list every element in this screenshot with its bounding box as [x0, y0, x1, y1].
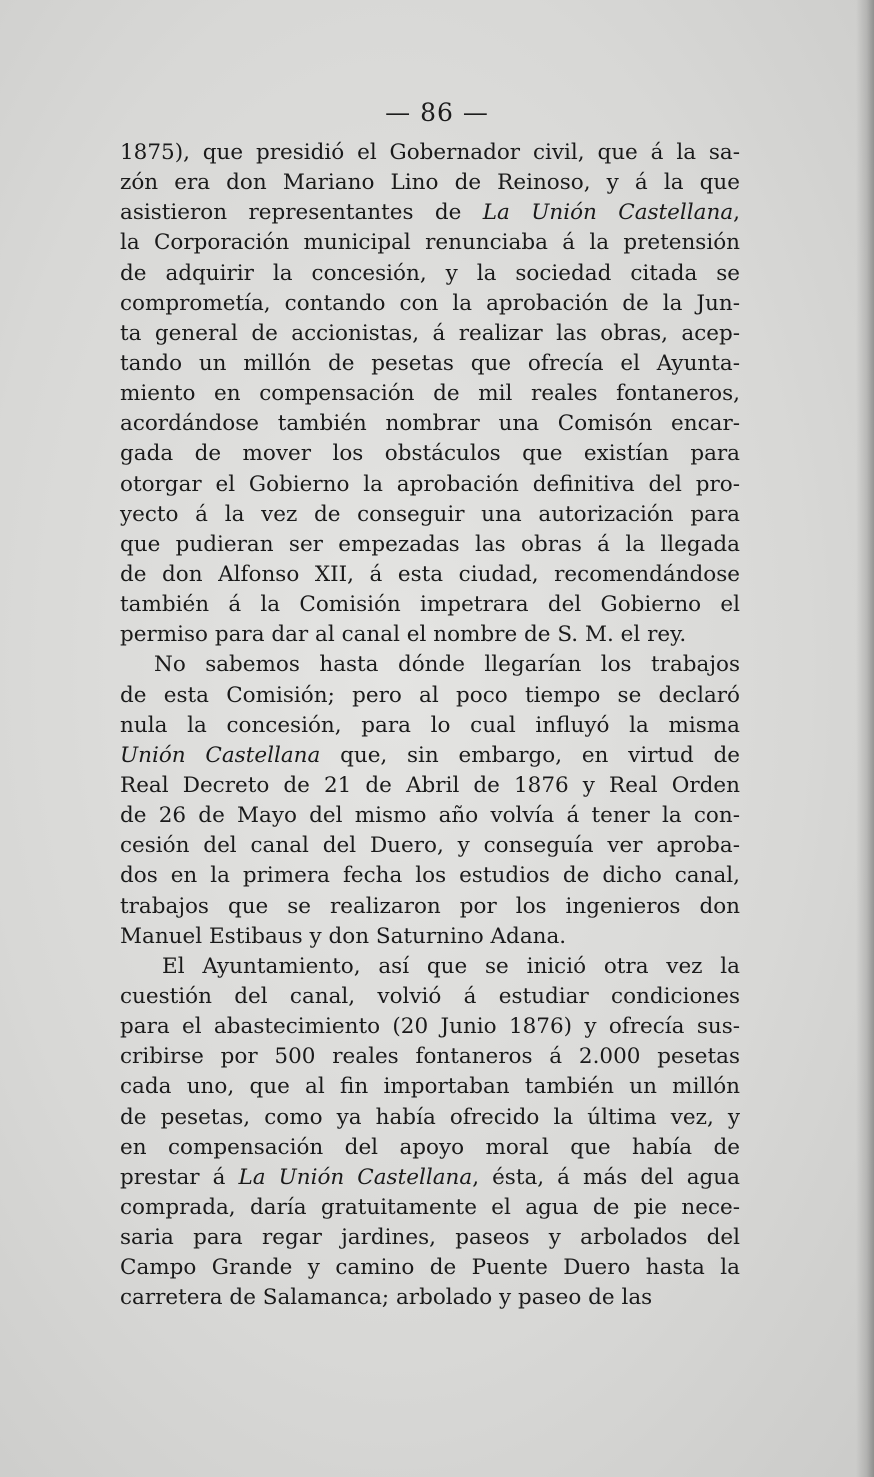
text-line [120, 831, 740, 861]
text-line [120, 590, 740, 620]
italic-text: Unión Castellana [120, 742, 321, 768]
text-segment: comprada, daría gratuitamente el agua de pie nece- [120, 1194, 740, 1220]
text-line [120, 952, 740, 982]
text-line [120, 1163, 740, 1193]
text-line [120, 349, 740, 379]
text-line [120, 801, 740, 831]
text-line [120, 620, 740, 650]
text-segment: cuestión del canal, volvió á estudiar condiciones [120, 983, 740, 1009]
text-line [120, 1223, 740, 1253]
text-segment: dos en la primera fecha los estudios de dicho canal, [120, 863, 740, 889]
text-segment: de don Alfonso XII, á esta ciudad, recomendándose [120, 561, 740, 587]
text-line [120, 650, 740, 680]
text-segment: de pesetas, como ya había ofrecido la última vez, y [120, 1104, 740, 1130]
text-line [120, 1042, 740, 1072]
text-segment: en compensación del apoyo moral que había de [120, 1134, 740, 1160]
body-text [120, 138, 740, 1313]
italic-text: La Unión Castellana [482, 200, 734, 226]
text-line [120, 1193, 740, 1223]
text-line [120, 1012, 740, 1042]
text-line [120, 198, 740, 228]
text-line [120, 319, 740, 349]
text-segment: también á la Comisión impetrara del Gobierno el [120, 592, 740, 618]
text-segment: tando un millón de pesetas que ofrecía el Ayunta- [120, 350, 740, 376]
text-segment: , [733, 200, 740, 226]
page-number: — 86 — [385, 98, 489, 127]
text-segment: saria para regar jardines, paseos y arbolados del [120, 1225, 740, 1251]
text-segment: cada uno, que al fin importaban también un millón [120, 1074, 740, 1100]
text-line [120, 1283, 740, 1313]
text-line [120, 500, 740, 530]
text-line [120, 259, 740, 289]
text-line [120, 530, 740, 560]
text-segment: cribirse por 500 reales fontaneros á 2.000 pesetas [120, 1044, 740, 1070]
text-line [120, 982, 740, 1012]
text-line [120, 168, 740, 198]
text-segment: comprometía, contando con la aprobación de la Jun- [120, 290, 740, 316]
text-segment: nula la concesión, para lo cual influyó la misma [120, 712, 740, 738]
text-line [120, 741, 740, 771]
text-segment: El Ayuntamiento, así que se inició otra vez la [162, 953, 740, 979]
text-line [120, 681, 740, 711]
text-segment: de 26 de Mayo del mismo año volvía á tener la con- [120, 803, 740, 829]
text-segment: ta general de accionistas, á realizar las obras, acep- [120, 320, 740, 346]
text-segment: prestar á [120, 1164, 239, 1190]
text-line [120, 409, 740, 439]
text-segment: que pudieran ser empezadas las obras á la llegada [120, 531, 740, 557]
text-segment: Manuel Estibaus y don Saturnino Adana. [120, 923, 567, 949]
text-segment: cesión del canal del Duero, y conseguía ver aproba- [120, 833, 740, 859]
text-segment: de esta Comisión; pero al poco tiempo se declaró [120, 682, 740, 708]
text-segment: para el abastecimiento (20 Junio 1876) y ofrecía sus- [120, 1014, 740, 1040]
text-line [120, 289, 740, 319]
text-line [120, 560, 740, 590]
text-segment: Campo Grande y camino de Puente Duero hasta la [120, 1255, 740, 1281]
text-line [120, 228, 740, 258]
text-segment: trabajos que se realizaron por los ingenieros don [120, 893, 740, 919]
text-line [120, 892, 740, 922]
text-line [120, 1103, 740, 1133]
italic-text: La Unión Castellana [238, 1164, 473, 1190]
text-segment: otorgar el Gobierno la aprobación definitiva del pro- [120, 471, 740, 497]
text-line [120, 1072, 740, 1102]
text-segment: asistieron representantes de [120, 200, 483, 226]
text-line [120, 138, 740, 168]
text-line [120, 922, 740, 952]
text-line [120, 771, 740, 801]
page-edge-shadow [856, 0, 874, 1477]
text-segment: 1875), que presidió el Gobernador civil, que á la sa- [120, 140, 740, 165]
text-segment: , ésta, á más del agua [472, 1164, 740, 1190]
text-segment: zón era don Mariano Lino de Reinoso, y á la que [120, 170, 740, 196]
text-segment: No sabemos hasta dónde llegarían los trabajos [154, 652, 740, 678]
text-line [120, 1133, 740, 1163]
text-segment: que, sin embargo, en virtud de [320, 742, 740, 768]
text-line [120, 470, 740, 500]
text-line [120, 1253, 740, 1283]
text-segment: yecto á la vez de conseguir una autorización para [120, 501, 740, 527]
text-segment: miento en compensación de mil reales fontaneros, [120, 381, 740, 407]
text-segment: acordándose también nombrar una Comisón encar- [120, 411, 740, 437]
text-segment: carretera de Salamanca; arbolado y paseo de las [120, 1285, 653, 1311]
text-segment: permiso para dar al canal el nombre de S. M. el rey. [120, 622, 687, 648]
text-segment: Real Decreto de 21 de Abril de 1876 y Real Orden [120, 772, 740, 798]
text-line [120, 439, 740, 469]
text-line [120, 379, 740, 409]
text-segment: gada de mover los obstáculos que existían para [120, 441, 740, 467]
text-line [120, 711, 740, 741]
text-segment: la Corporación municipal renunciaba á la pretensión [120, 230, 740, 256]
text-segment: de adquirir la concesión, y la sociedad citada se [120, 260, 740, 286]
text-line [120, 861, 740, 891]
